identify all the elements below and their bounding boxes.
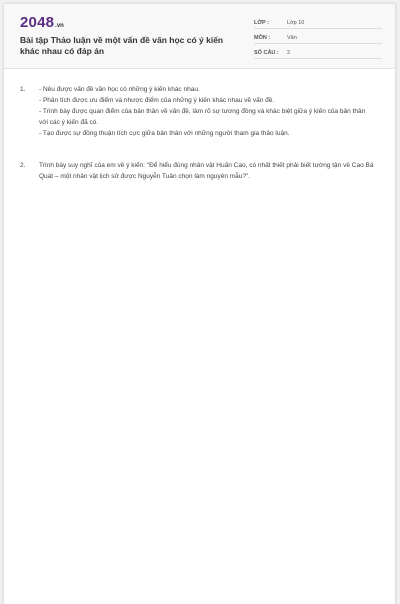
meta-subject-row [254, 31, 382, 44]
question-line: - Tạo được sự đồng thuận tích cực giữa bản thân với những người tham gia thảo luận. [39, 130, 290, 137]
meta-subject-label: MÔN : [254, 35, 271, 41]
site-logo[interactable] [20, 15, 64, 34]
question-line: - Phân tích được ưu điểm và nhược điểm của những ý kiến khác nhau về vấn đề. [39, 97, 275, 104]
question-line: - Trình bày được quan điểm của bản thân về vấn đề, làm rõ sự tương đồng và khác biệt giữa ý kiến của bản thân với các ý kiến đã có. [39, 108, 366, 126]
document-header [4, 4, 395, 69]
question-line: Trình bày suy nghĩ của em về ý kiến: "Để hiểu đúng nhân vật Huấn Cao, có nhất thiết phải biết tường tận về Cao Bá Quát – một nhân vật lịch sử được Nguyễn Tuân chọn làm nguyên mẫu?". [39, 162, 374, 180]
document-title: Bài tập Thảo luận về một vấn đề văn học có ý kiến khác nhau có đáp án [20, 35, 224, 56]
meta-class-row [254, 16, 382, 29]
question-number: 2. [20, 162, 26, 169]
question-body [39, 160, 379, 182]
question-number: 1. [20, 86, 26, 93]
meta-count-value: 2 [287, 50, 291, 56]
meta-count-row [254, 46, 382, 59]
meta-subject-value: Văn [287, 35, 297, 41]
meta-class-label: LỚP : [254, 20, 269, 26]
meta-count-label: SỐ CÂU : [254, 50, 279, 56]
question-body [39, 84, 379, 139]
question-line: - Nêu được vấn đề văn học có những ý kiến khác nhau. [39, 86, 200, 93]
document-page [4, 4, 395, 604]
logo-main-text: 2048 [20, 14, 55, 31]
logo-suffix-text: .vn [55, 23, 64, 29]
meta-class-value: Lớp 10 [287, 20, 305, 26]
